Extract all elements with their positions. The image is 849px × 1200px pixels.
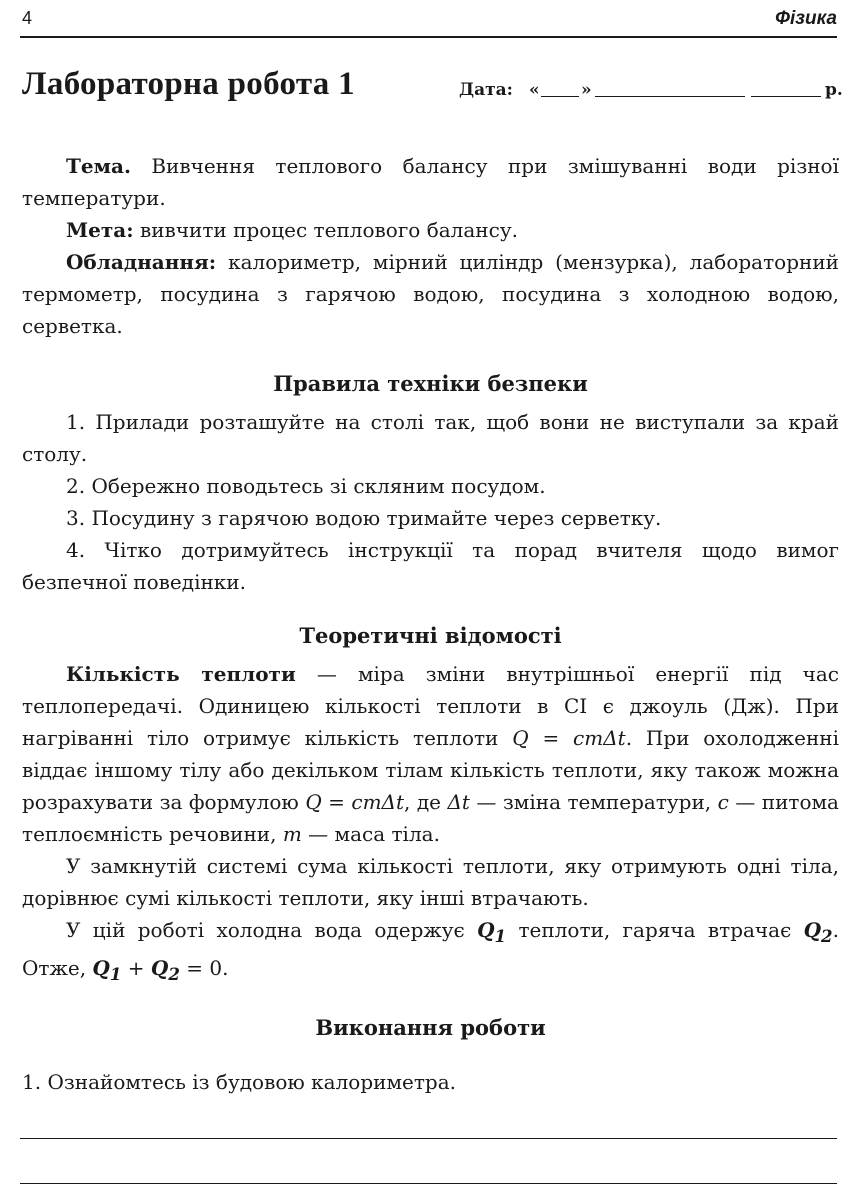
page-number: 4 [22,8,33,28]
topic-paragraph [22,150,839,214]
date-field [459,80,843,104]
theory-heading: Теоретичні відомості [299,623,562,648]
equipment-text: калориметр, мірний циліндр (мензурка), лабораторний термометр, посудина з гарячою водою, посудина з холодною водою, серветка. [22,250,839,338]
safety-rule-1: 1. Прилади розташуйте на столі так, щоб вони не виступали за край столу. [22,410,839,466]
answer-line-1[interactable] [20,1138,837,1139]
task-1: 1. Ознайомтесь із будовою калориметра. [22,1070,457,1094]
subject-header: Фізика [775,8,837,29]
theory-text-d: — зміна температури, [469,790,718,814]
q1-symbol-eq: $Q_1$ [92,956,122,984]
heat-formula: Q = cmΔt [512,726,626,750]
q2-symbol: $Q_2$ [803,918,833,946]
delta-t-symbol: Δt [447,790,470,814]
theory-paragraph-2: У замкнутій системі сума кількості теплоти, яку отримують одні тіла, дорівнює сумі кількості теплоти, яку інші втрачають. [22,854,839,910]
date-year-blank[interactable] [751,96,821,97]
c-symbol: c [717,790,729,814]
safety-rule-3: 3. Посудину з гарячою водою тримайте через серветку. [66,506,662,530]
theory-paragraph-1 [22,658,839,850]
theory-p3-end: = 0. [179,956,229,980]
topic-text: Вивчення теплового балансу при змішуванні води різної температури. [22,154,839,210]
q1-symbol: $Q_1$ [477,918,507,946]
theory-text-c: , де [404,790,448,814]
topic-label: Тема. [66,154,131,178]
goal-label: Мета: [66,218,134,242]
theory-text-a: — міра зміни внутрішньої енергії під час теплопередачі. Одиницею кількості теплоти в СІ є джоуль (Дж). При нагріванні тіло отримує кількість теплоти [22,662,839,750]
theory-p3-a: У цій роботі холодна вода одержує [66,918,478,942]
execution-heading: Виконання роботи [315,1015,546,1040]
header-divider [20,36,837,38]
goal-text: вивчити процес теплового балансу. [133,218,518,242]
m-symbol: m [282,822,302,846]
theory-term: Кількість теплоти [66,662,296,686]
theory-p3-c: . Отже, [22,918,839,980]
theory-p3-b: теплоти, гаряча втрачає [506,918,804,942]
theory-text-b: . При охолодженні віддає іншому тілу або декільком тілам кількість теплоти, яку також можна розрахувати за формулою [22,726,840,814]
heat-formula-repeat: Q = cmΔt [305,790,405,814]
theory-paragraph-3 [22,914,839,990]
theory-text-e: — питома теплоємність речовини, [22,790,839,846]
date-year-suffix: р. [825,80,843,100]
lab-title: Лабораторна робота 1 [22,66,355,102]
q2-symbol-eq: $Q_2$ [150,956,180,984]
theory-text-f: — маса тіла. [301,822,440,846]
goal-paragraph [22,214,839,246]
date-close-quote: » [581,80,592,100]
date-label: Дата: [459,80,513,100]
safety-rule-2: 2. Обережно поводьтесь зі скляним посудом. [66,474,546,498]
date-month-blank[interactable] [595,96,745,97]
date-open-quote: « [529,80,540,100]
theory-p3-plus: + [121,956,151,980]
page-content [22,150,839,1098]
safety-rule-4: 4. Чітко дотримуйтесь інструкції та порад вчителя щодо вимог безпечної поведінки. [22,538,839,594]
equipment-paragraph [22,246,839,342]
equipment-label: Обладнання: [66,250,217,274]
answer-line-2[interactable] [20,1183,837,1184]
safety-heading: Правила техніки безпеки [273,371,588,396]
date-day-blank[interactable] [541,96,579,97]
